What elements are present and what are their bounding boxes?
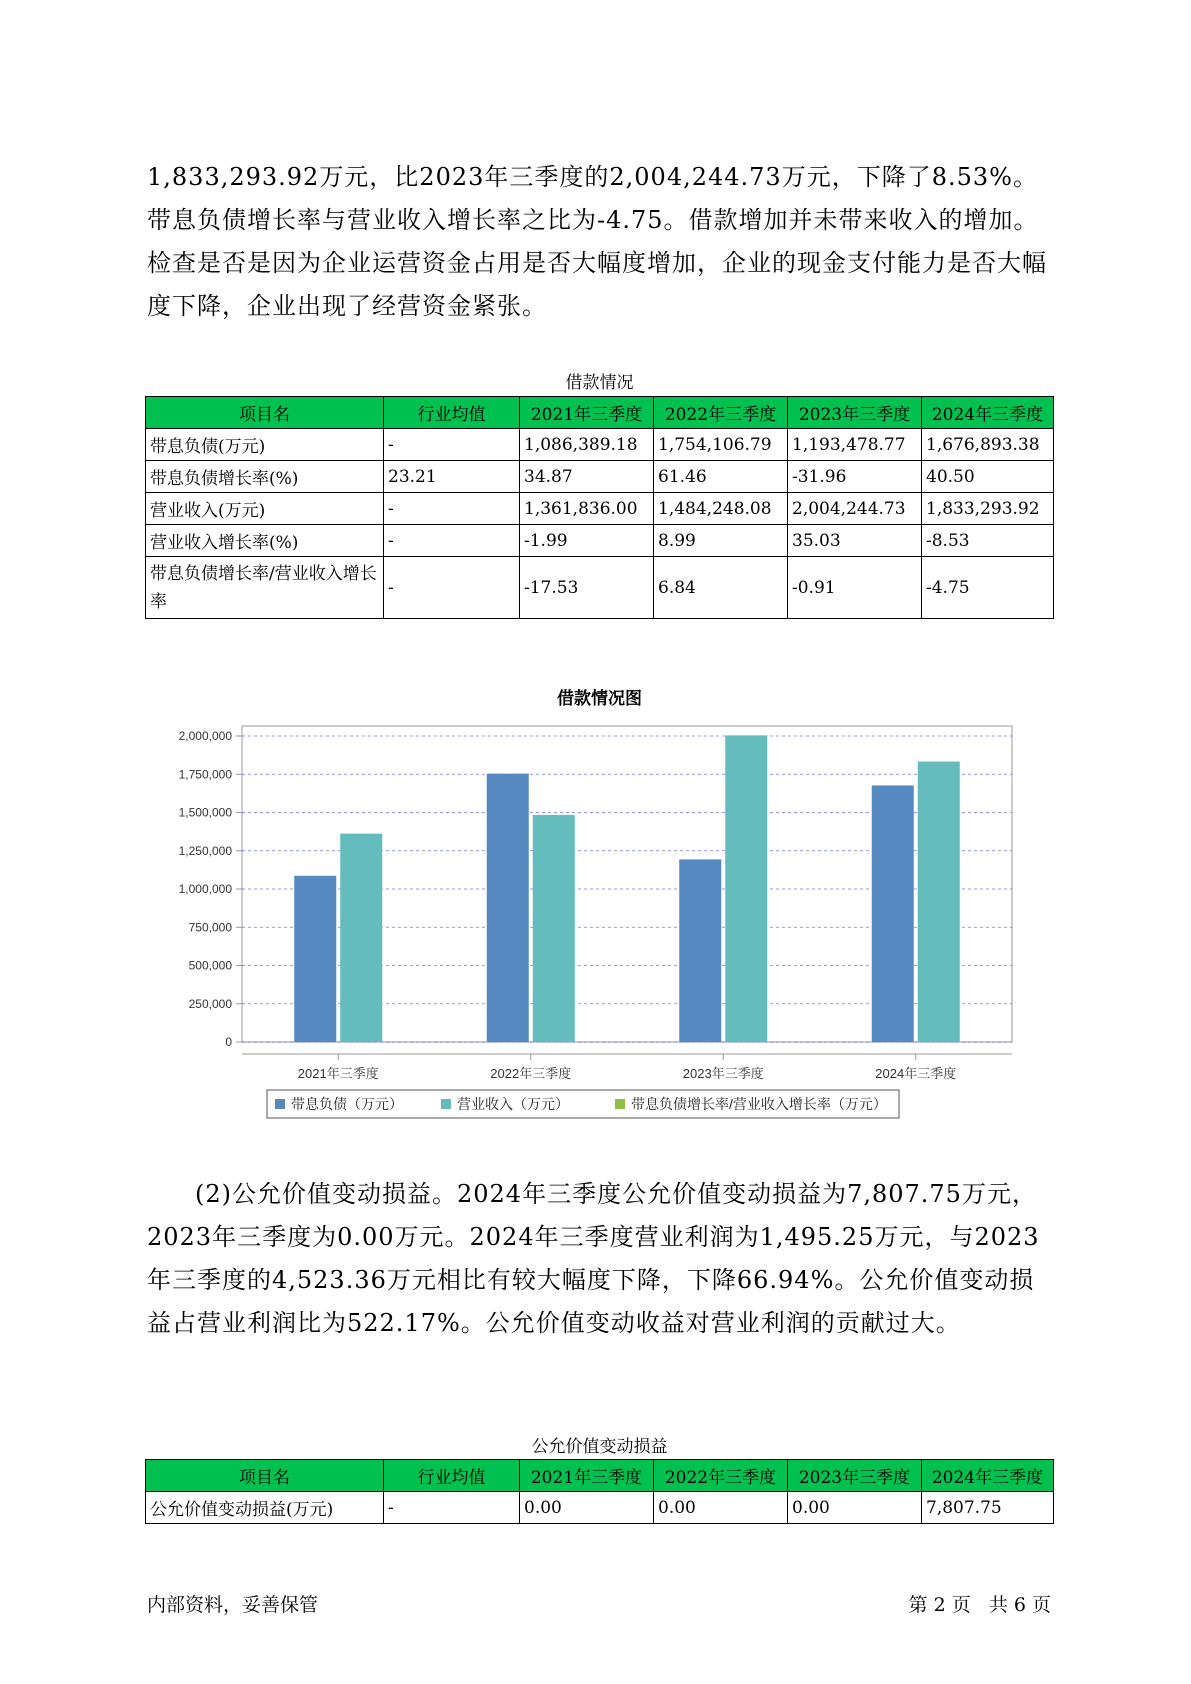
intro-paragraph: 1,833,293.92万元，比2023年三季度的2,004,244.73万元，下降了8.53%。带息负债增长率与营业收入增长率之比为-4.75。借款增加并未带来收入的增加。检查是否是因为企业运营资金占用是否大幅度增加，企业的现金支付能力是否大幅度下降，企业出现了经营资金紧张。	[147, 163, 1047, 320]
footer-page-number: 第 2 页 共 6 页	[908, 1594, 1051, 1616]
table-cell: 0.00	[788, 1492, 922, 1524]
table-cell: 0.00	[520, 1492, 654, 1524]
table-header-row	[146, 1460, 1054, 1492]
table-cell: 40.50	[922, 461, 1054, 493]
table-cell: 6.84	[654, 557, 788, 619]
bar-interest-debt	[679, 859, 721, 1042]
bar-revenue	[340, 834, 382, 1042]
x-tick-label: 2023年三季度	[682, 1066, 764, 1081]
table-cell: -1.99	[520, 525, 654, 557]
legend-swatch	[615, 1099, 625, 1109]
header-cell: 2021年三季度	[520, 1460, 654, 1492]
row-label: 带息负债(万元)	[146, 429, 384, 461]
y-tick-label: 2,000,000	[178, 729, 232, 743]
table-row	[146, 493, 1054, 525]
x-tick-label: 2021年三季度	[297, 1066, 379, 1081]
table-cell: -	[384, 493, 520, 525]
table-row	[146, 525, 1054, 557]
table-cell: 1,361,836.00	[520, 493, 654, 525]
table-cell: -17.53	[520, 557, 654, 619]
row-label: 营业收入增长率(%)	[146, 525, 384, 557]
legend-label: 带息负债（万元）	[291, 1096, 403, 1112]
section2-paragraph: (2)公允价值变动损益。2024年三季度公允价值变动损益为7,807.75万元，2023年三季度为0.00万元。2024年三季度营业利润为1,495.25万元，与2023年三季度的4,523.36万元相比有较大幅度下降，下降66.94%。公允价值变动损益占营业利润比为522.17%。公允价值变动收益对营业利润的贡献过大。	[147, 1180, 1040, 1337]
y-tick-label: 250,000	[188, 996, 232, 1011]
bar-revenue	[725, 735, 767, 1042]
table-row	[146, 461, 1054, 493]
fair-value-table	[145, 1459, 1054, 1524]
table1-caption: 借款情况	[565, 373, 634, 393]
table2-caption: 公允价值变动损益	[531, 1437, 668, 1457]
table-cell: 8.99	[654, 525, 788, 557]
table-cell: -8.53	[922, 525, 1054, 557]
table-cell: 61.46	[654, 461, 788, 493]
y-tick-label: 1,500,000	[178, 805, 232, 820]
header-cell: 项目名	[146, 1460, 384, 1492]
header-cell: 行业均值	[384, 1460, 520, 1492]
y-tick-label: 500,000	[188, 958, 232, 973]
borrowing-bar-chart	[145, 716, 1025, 1136]
chart-title: 借款情况图	[557, 689, 642, 709]
table-cell: 1,754,106.79	[654, 429, 788, 461]
table-row	[146, 557, 1054, 619]
table-row	[146, 1492, 1054, 1524]
legend-label: 带息负债增长率/营业收入增长率（万元）	[631, 1096, 887, 1112]
bar-interest-debt	[487, 774, 529, 1042]
table-cell: 35.03	[788, 525, 922, 557]
bar-revenue	[533, 815, 575, 1042]
bar-revenue	[918, 762, 960, 1042]
header-cell: 2022年三季度	[654, 1460, 788, 1492]
table-cell: -	[384, 525, 520, 557]
header-cell: 2023年三季度	[788, 397, 922, 429]
y-tick-label: 1,750,000	[178, 767, 232, 782]
table-cell: 0.00	[654, 1492, 788, 1524]
row-label: 公允价值变动损益(万元)	[146, 1492, 384, 1524]
table-cell: 34.87	[520, 461, 654, 493]
row-label: 带息负债增长率(%)	[146, 461, 384, 493]
table-cell: -31.96	[788, 461, 922, 493]
header-cell: 2024年三季度	[922, 397, 1054, 429]
table-cell: -4.75	[922, 557, 1054, 619]
borrowing-table	[145, 396, 1054, 619]
row-label: 带息负债增长率/营业收入增长率	[146, 557, 384, 619]
table-row	[146, 429, 1054, 461]
table-header-row	[146, 397, 1054, 429]
header-cell: 项目名	[146, 397, 384, 429]
table-cell: 1,676,893.38	[922, 429, 1054, 461]
table-cell: 1,086,389.18	[520, 429, 654, 461]
y-tick-label: 0	[225, 1035, 232, 1049]
y-tick-label: 1,000,000	[178, 882, 232, 896]
header-cell: 2021年三季度	[520, 397, 654, 429]
row-label: 营业收入(万元)	[146, 493, 384, 525]
bar-interest-debt	[294, 876, 336, 1042]
table-cell: 1,193,478.77	[788, 429, 922, 461]
x-tick-label: 2022年三季度	[490, 1066, 572, 1081]
bar-interest-debt	[872, 785, 914, 1042]
table-cell: 1,833,293.92	[922, 493, 1054, 525]
header-cell: 2024年三季度	[922, 1460, 1054, 1492]
y-tick-label: 1,250,000	[178, 843, 232, 858]
legend-swatch	[441, 1099, 451, 1109]
header-cell: 行业均值	[384, 397, 520, 429]
footer-confidential: 内部资料，妥善保管	[147, 1594, 319, 1616]
table-cell: -	[384, 429, 520, 461]
legend-swatch	[275, 1099, 285, 1109]
y-tick-label: 750,000	[188, 920, 232, 935]
header-cell: 2022年三季度	[654, 397, 788, 429]
table-cell: 7,807.75	[922, 1492, 1054, 1524]
x-tick-label: 2024年三季度	[875, 1066, 957, 1081]
table-cell: 2,004,244.73	[788, 493, 922, 525]
header-cell: 2023年三季度	[788, 1460, 922, 1492]
table-cell: 23.21	[384, 461, 520, 493]
table-cell: -0.91	[788, 557, 922, 619]
table-cell: 1,484,248.08	[654, 493, 788, 525]
table-cell: -	[384, 557, 520, 619]
table-cell: -	[384, 1492, 520, 1524]
legend-label: 营业收入（万元）	[457, 1096, 569, 1112]
